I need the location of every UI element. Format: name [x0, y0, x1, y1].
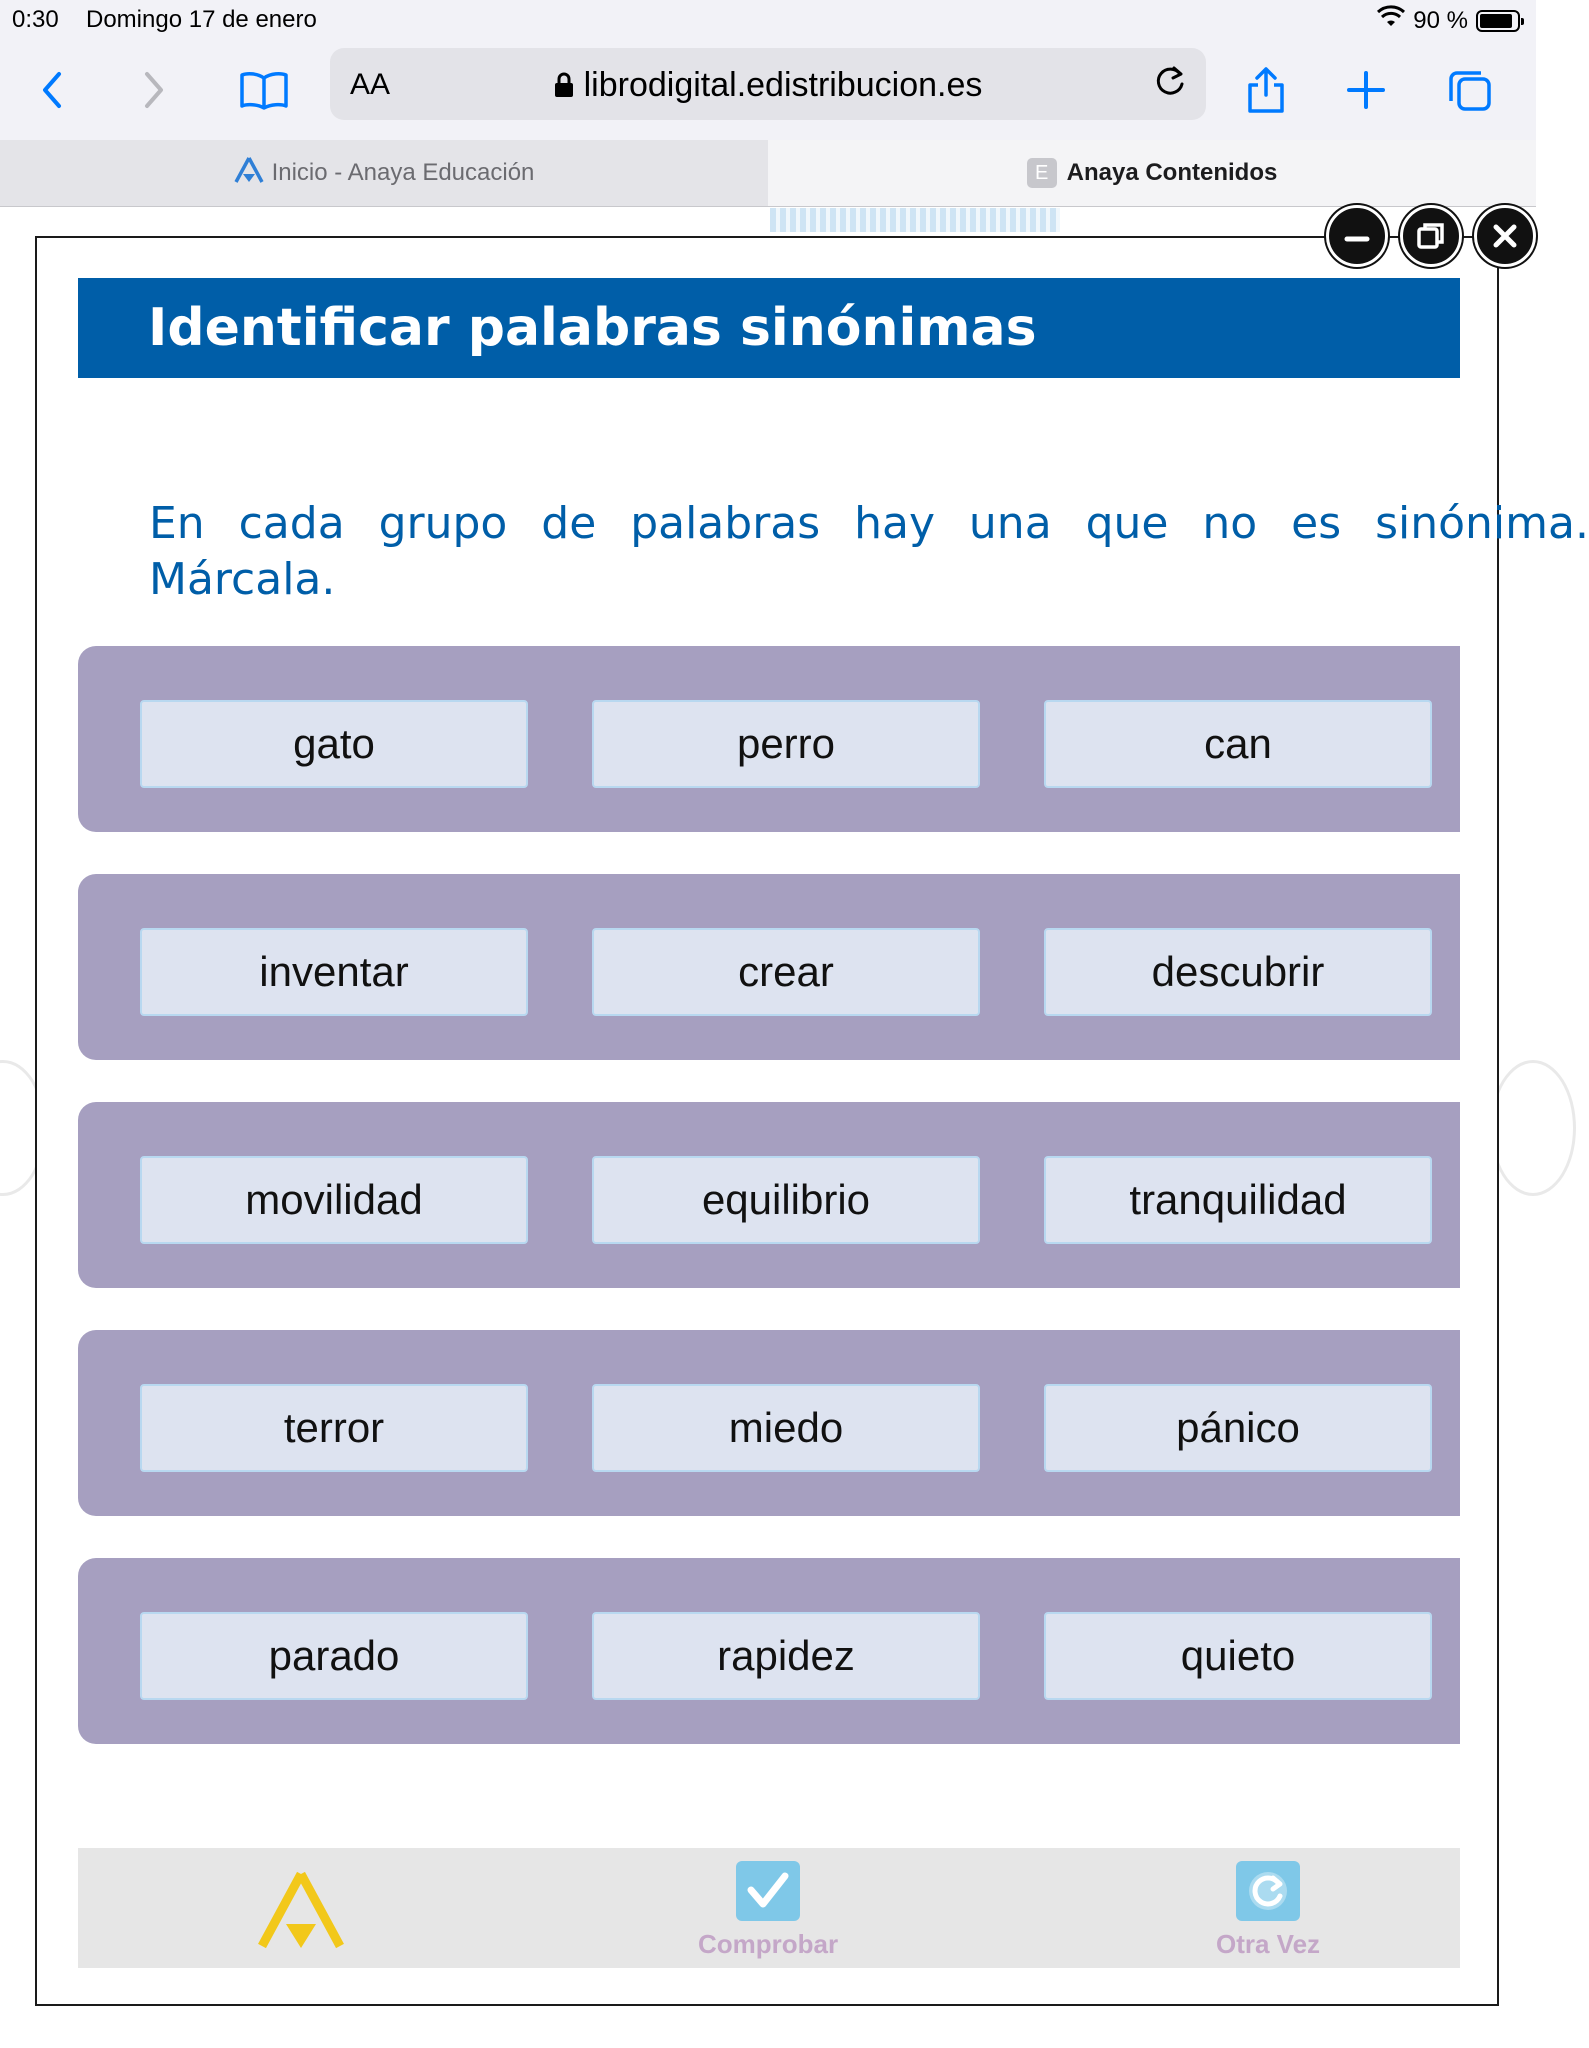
word-option[interactable]: quieto	[1044, 1612, 1432, 1700]
word-option[interactable]: parado	[140, 1612, 528, 1700]
reload-icon[interactable]	[1150, 62, 1190, 102]
word-group-1	[78, 646, 1460, 832]
instruction-word: que	[1085, 498, 1169, 549]
tabs-icon[interactable]	[1442, 62, 1498, 118]
word-option[interactable]: movilidad	[140, 1156, 528, 1244]
word-group-4	[78, 1330, 1460, 1516]
forward-icon[interactable]	[126, 62, 182, 118]
back-icon[interactable]	[24, 62, 80, 118]
word-option[interactable]: descubrir	[1044, 928, 1432, 1016]
activity-title-bar	[78, 278, 1460, 378]
battery-percent: 90 %	[1413, 6, 1468, 34]
checkmark-icon	[735, 1860, 801, 1927]
tab-favicon: E	[1027, 158, 1057, 188]
word-option[interactable]: crear	[592, 928, 980, 1016]
instruction-word: una	[968, 498, 1052, 549]
word-group-5	[78, 1558, 1460, 1744]
window-controls	[1326, 205, 1536, 267]
browser-toolbar	[0, 40, 1536, 140]
retry-button[interactable]	[1216, 1860, 1320, 1960]
refresh-icon	[1235, 1860, 1301, 1927]
share-icon[interactable]	[1238, 62, 1294, 118]
check-label: Comprobar	[698, 1929, 839, 1959]
word-option[interactable]: can	[1044, 700, 1432, 788]
activity-instructions	[149, 496, 1589, 616]
tab-bar	[0, 140, 1536, 207]
word-group-3	[78, 1102, 1460, 1288]
status-bar	[0, 0, 1536, 40]
instruction-word: grupo	[378, 498, 508, 549]
anaya-logo-icon	[234, 156, 264, 191]
status-right	[1377, 6, 1520, 35]
instruction-word: sinónima.	[1375, 498, 1589, 549]
retry-label: Otra Vez	[1216, 1929, 1321, 1959]
new-tab-icon[interactable]	[1338, 62, 1394, 118]
close-icon[interactable]	[1474, 205, 1536, 267]
tab-inicio[interactable]: Inicio - Anaya Educación	[0, 140, 768, 206]
word-option[interactable]: pánico	[1044, 1384, 1432, 1472]
instruction-word: palabras	[630, 498, 821, 549]
background-next-arrow	[1490, 1060, 1576, 1196]
word-option[interactable]: inventar	[140, 928, 528, 1016]
battery-icon	[1476, 10, 1520, 32]
minimize-icon[interactable]	[1326, 205, 1388, 267]
word-option[interactable]: perro	[592, 700, 980, 788]
activity-window	[35, 236, 1589, 2006]
word-option[interactable]: rapidez	[592, 1612, 980, 1700]
url-text: librodigital.edistribucion.es	[583, 66, 983, 104]
word-option[interactable]: equilibrio	[592, 1156, 980, 1244]
instruction-word: En	[149, 498, 205, 549]
status-time: 0:30	[12, 6, 59, 33]
address-bar[interactable]	[330, 48, 1206, 120]
activity-footer	[78, 1848, 1460, 1968]
bookmarks-icon[interactable]	[236, 62, 292, 118]
instruction-word: no	[1202, 498, 1258, 549]
word-option[interactable]: gato	[140, 700, 528, 788]
anaya-logo-icon	[256, 1868, 346, 1952]
word-option[interactable]: tranquilidad	[1044, 1156, 1432, 1244]
status-date: Domingo 17 de enero	[86, 6, 317, 33]
tab-anaya-contenidos[interactable]: E Anaya Contenidos	[768, 140, 1536, 206]
check-button[interactable]	[698, 1860, 838, 1960]
activity-title: Identificar palabras sinónimas	[148, 298, 1037, 358]
word-option[interactable]: miedo	[592, 1384, 980, 1472]
word-option[interactable]: terror	[140, 1384, 528, 1472]
background-page-banner	[770, 208, 1060, 232]
word-group-2	[78, 874, 1460, 1060]
wifi-icon	[1377, 6, 1405, 35]
restore-icon[interactable]	[1400, 205, 1462, 267]
instruction-word: es	[1291, 498, 1342, 549]
instruction-word: de	[541, 498, 597, 549]
instruction-word: cada	[238, 498, 345, 549]
instruction-word: hay	[854, 498, 935, 549]
text-size-button[interactable]: AA	[350, 68, 391, 101]
instructions-line-2: Márcala.	[149, 554, 336, 605]
lock-icon	[554, 68, 574, 107]
